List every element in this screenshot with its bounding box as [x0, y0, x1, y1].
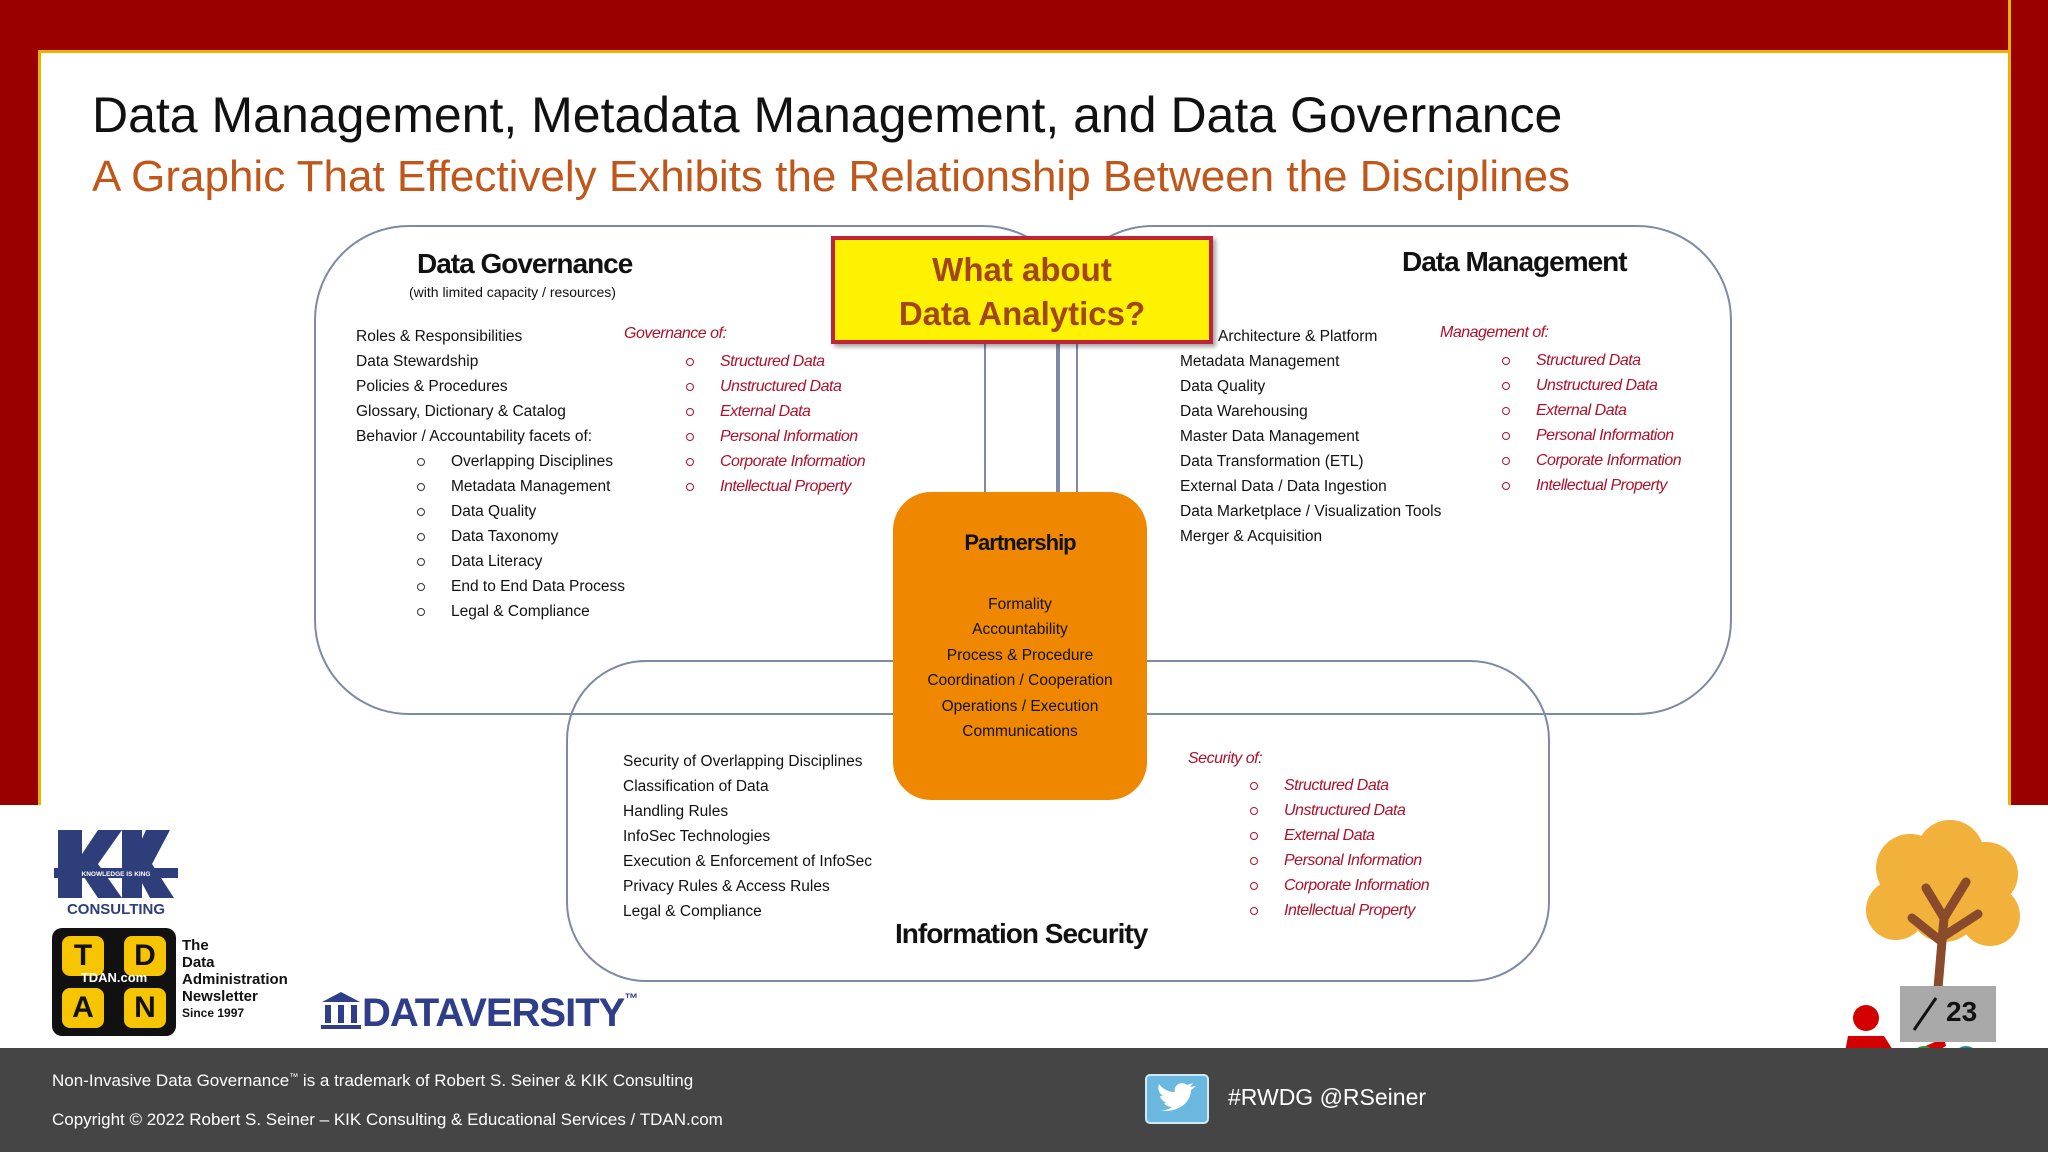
- trademark-symbol: ™: [289, 1071, 299, 1082]
- data-governance-facets-list: [417, 449, 625, 624]
- list-item: Metadata Management: [417, 474, 625, 499]
- tdan-tile-d: D: [124, 936, 166, 976]
- list-item: Structured Data: [686, 349, 865, 374]
- tdan-caption-line: Since 1997: [182, 1006, 245, 1020]
- management-of-label: Management of:: [1440, 324, 1549, 341]
- list-item: Corporate Information: [1502, 448, 1681, 473]
- list-item: External Data: [1502, 398, 1681, 423]
- list-item: Data Stewardship: [356, 353, 479, 370]
- list-item: Structured Data: [1250, 773, 1429, 798]
- tdan-tile-a: A: [62, 988, 104, 1028]
- tdan-tile-n: N: [124, 988, 166, 1028]
- list-item: Merger & Acquisition: [1180, 528, 1323, 545]
- data-management-list: [1180, 324, 1441, 549]
- tdan-caption-line: Administration: [182, 971, 288, 988]
- data-governance-subheading: (with limited capacity / resources): [409, 284, 616, 300]
- list-item: Personal Information: [1250, 848, 1429, 873]
- list-item: Legal & Compliance: [623, 903, 762, 920]
- list-item: Glossary, Dictionary & Catalog: [356, 403, 566, 420]
- right-frame-bar: [2008, 0, 2048, 805]
- list-item: Process & Procedure: [946, 646, 1094, 664]
- tdan-caption-line: Newsletter: [182, 988, 258, 1005]
- list-item: Roles & Responsibilities: [356, 328, 523, 345]
- information-security-heading: Information Security: [895, 918, 1148, 949]
- callout-line-2: Data Analytics?: [898, 295, 1146, 332]
- list-item: Corporate Information: [686, 449, 865, 474]
- dataversity-pillars-icon: [320, 990, 362, 1030]
- tdan-tile-t: T: [62, 936, 104, 976]
- footer-bar: [0, 1048, 2048, 1152]
- social-handle[interactable]: #RWDG @RSeiner: [1228, 1084, 1427, 1110]
- list-item: Data Marketplace / Visualization Tools: [1180, 503, 1442, 520]
- governance-of-label: Governance of:: [624, 325, 727, 342]
- slide-title: Data Management, Metadata Management, and Data Governance: [92, 87, 1563, 143]
- trademark-notice: [52, 1071, 693, 1091]
- list-item: Formality: [988, 596, 1052, 613]
- data-analytics-callout: [831, 236, 1213, 344]
- list-item: Execution & Enforcement of InfoSec: [623, 853, 872, 870]
- twitter-icon: [1145, 1074, 1209, 1124]
- top-frame-bar: [0, 0, 2048, 53]
- list-item: Legal & Compliance: [417, 599, 625, 624]
- kik-consulting-text: CONSULTING: [66, 901, 166, 916]
- list-item: End to End Data Process: [417, 574, 625, 599]
- list-item: Intellectual Property: [1250, 898, 1429, 923]
- partnership-box: [893, 492, 1147, 800]
- list-item: Intellectual Property: [1502, 473, 1681, 498]
- tdan-caption-line: The: [182, 937, 209, 954]
- list-item: InfoSec Technologies: [623, 828, 771, 845]
- slash-icon: [1908, 994, 1940, 1034]
- kik-consulting-logo: [52, 826, 180, 916]
- list-item: Policies & Procedures: [356, 378, 508, 395]
- divider-line-right: [1056, 344, 1058, 492]
- tdan-logo: [52, 928, 176, 1036]
- list-item: External Data / Data Ingestion: [1180, 478, 1387, 495]
- list-item: Unstructured Data: [686, 374, 865, 399]
- list-item: Overlapping Disciplines: [417, 449, 625, 474]
- list-item: Personal Information: [1502, 423, 1681, 448]
- tdan-domain: TDAN.com: [80, 970, 148, 985]
- list-item: Data Quality: [1180, 378, 1266, 395]
- list-item: Handling Rules: [623, 803, 729, 820]
- left-frame-bar: [0, 50, 41, 805]
- list-item: Data Taxonomy: [417, 524, 625, 549]
- list-item: External Data: [1250, 823, 1429, 848]
- list-item: Corporate Information: [1250, 873, 1429, 898]
- partnership-list: [893, 592, 1147, 744]
- list-item: Privacy Rules & Access Rules: [623, 878, 830, 895]
- list-item: External Data: [686, 399, 865, 424]
- list-item: Security of Overlapping Disciplines: [623, 753, 863, 770]
- page-number: 23: [1946, 996, 1978, 1027]
- list-item: Data Transformation (ETL): [1180, 453, 1364, 470]
- page-number-badge: [1900, 986, 1996, 1042]
- data-governance-heading: Data Governance: [417, 248, 633, 279]
- list-item: Metadata Management: [1180, 353, 1340, 370]
- list-item: Master Data Management: [1180, 428, 1360, 445]
- callout-line-1: What about: [932, 251, 1112, 288]
- list-item: Unstructured Data: [1250, 798, 1429, 823]
- information-security-list: [623, 749, 872, 924]
- list-item: Data Literacy: [417, 549, 625, 574]
- security-of-list: [1250, 773, 1429, 923]
- tdan-caption: [182, 937, 288, 1022]
- trademark-rest: is a trademark of Robert S. Seiner & KIK Consulting: [298, 1071, 694, 1090]
- trademark-symbol: ™: [624, 990, 638, 1006]
- tdan-caption-line: Data: [182, 954, 215, 971]
- list-item: Accountability: [972, 621, 1068, 639]
- data-governance-list: [356, 324, 592, 449]
- dataversity-logo: [320, 990, 637, 1036]
- list-item: Data Quality: [417, 499, 625, 524]
- list-item: Behavior / Accountability facets of:: [356, 428, 593, 445]
- kik-tagline: KNOWLEDGE IS KING: [81, 871, 151, 878]
- list-item: Coordination / Cooperation: [927, 672, 1113, 690]
- list-item: Classification of Data: [623, 778, 769, 795]
- copyright-notice: Copyright © 2022 Robert S. Seiner – KIK Consulting & Educational Services / TDAN.com: [52, 1110, 723, 1129]
- security-of-label: Security of:: [1188, 750, 1263, 767]
- partnership-title: Partnership: [964, 530, 1076, 555]
- list-item: Operations / Execution: [941, 697, 1099, 715]
- slide-subtitle: A Graphic That Effectively Exhibits the Relationship Between the Disciplines: [92, 152, 1571, 201]
- list-item: Unstructured Data: [1502, 373, 1681, 398]
- list-item: Data Warehousing: [1180, 403, 1308, 420]
- tree-icon: [1866, 820, 2020, 988]
- data-management-heading: Data Management: [1402, 246, 1627, 277]
- management-of-list: [1502, 348, 1681, 498]
- trademark-name: Non-Invasive Data Governance: [52, 1071, 290, 1090]
- list-item: Structured Data: [1502, 348, 1681, 373]
- dataversity-text: DATAVERSITY: [362, 991, 625, 1035]
- list-item: Intellectual Property: [686, 474, 865, 499]
- list-item: Personal Information: [686, 424, 865, 449]
- governance-of-list: [686, 349, 865, 499]
- kik-logo-mark: [52, 826, 180, 916]
- divider-line-left: [984, 344, 986, 492]
- list-item: Communications: [962, 722, 1078, 740]
- list-item: Architecture & Platform: [1218, 328, 1378, 345]
